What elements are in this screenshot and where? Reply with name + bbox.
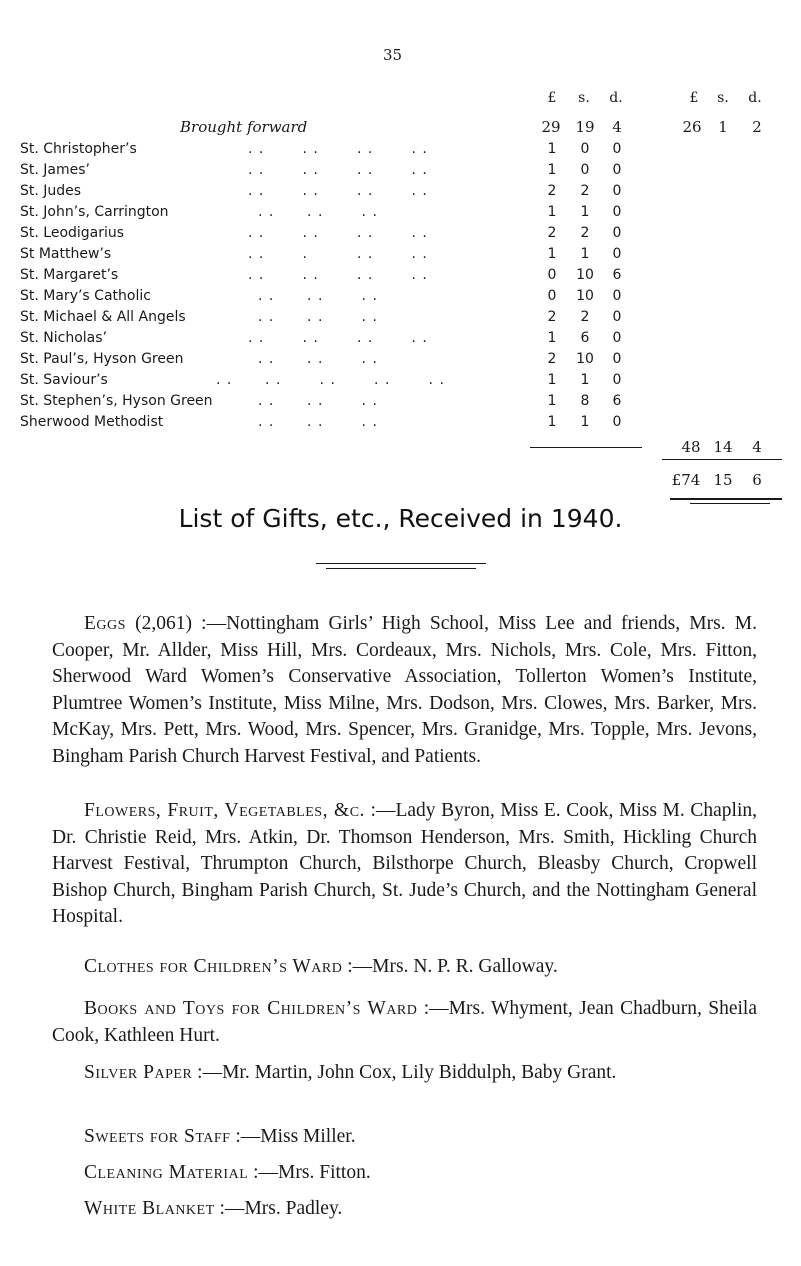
amount-shillings: 10 — [576, 288, 594, 304]
amount-pounds: 2 — [547, 183, 557, 199]
amount-shillings: 1 — [580, 414, 590, 430]
leader-dots: . . . . . . — [258, 351, 378, 367]
amount-pounds: 1 — [547, 246, 557, 262]
church-name: St. Nicholas’ — [20, 330, 107, 346]
amount-pence: 0 — [612, 351, 622, 367]
amount-pence: 6 — [612, 267, 622, 283]
col-pence-header: d. — [609, 90, 623, 106]
amount-shillings: 2 — [580, 309, 590, 325]
leader-dots: . . . . . . — [258, 309, 378, 325]
subtotal-pounds: 48 — [681, 438, 701, 456]
double-rule-top — [670, 498, 782, 500]
amount-pounds: 2 — [547, 309, 557, 325]
gift-label: Eggs — [84, 613, 126, 634]
amount-pounds: 1 — [547, 372, 557, 388]
church-name: St. Saviour’s — [20, 372, 108, 388]
heading-rule-top — [316, 563, 486, 564]
amount-shillings: 1 — [580, 204, 590, 220]
amount-pence: 0 — [612, 141, 622, 157]
amount-pounds: 1 — [547, 162, 557, 178]
amount-pence: 0 — [612, 162, 622, 178]
gift-donors: :—Mr. Martin, John Cox, Lily Biddulph, Baby Grant. — [192, 1062, 617, 1083]
amount-pence: 0 — [612, 183, 622, 199]
amount-pounds: 1 — [547, 330, 557, 346]
gift-donors: :—Mrs. Whyment, Jean Chadburn, Sheila Cook, Kathleen Hurt. — [52, 998, 757, 1046]
brought-forward-total-pence: 2 — [752, 118, 762, 136]
brought-forward-total-pounds: 26 — [682, 118, 702, 136]
brought-forward-pence: 4 — [612, 118, 622, 136]
col-pence2-header: d. — [748, 90, 762, 106]
leader-dots: . . . . . . . . — [248, 141, 428, 157]
gift-donors: :—Mrs. Fitton. — [248, 1162, 371, 1183]
church-name: Sherwood Methodist — [20, 414, 164, 430]
leader-dots: . . . . . . — [258, 393, 378, 409]
gift-donors: :—Miss Miller. — [230, 1126, 356, 1147]
gift-label: Cleaning Material — [84, 1162, 249, 1183]
amount-pounds: 2 — [547, 351, 557, 367]
gift-donors: :—Mrs. N. P. R. Galloway. — [342, 956, 558, 977]
column-rule — [530, 447, 642, 448]
heading-rule-bottom — [326, 568, 476, 569]
gift-donors: :—Mrs. Padley. — [214, 1198, 343, 1219]
col-shillings-header: s. — [578, 90, 590, 106]
amount-pounds: 1 — [547, 393, 557, 409]
gift-label: Books and Toys for Children’s Ward — [84, 998, 418, 1019]
brought-forward-label: Brought forward — [180, 118, 308, 136]
church-name: St. James’ — [20, 162, 90, 178]
amount-shillings: 0 — [580, 162, 590, 178]
col-pounds-header: £ — [547, 90, 557, 106]
amount-pence: 0 — [612, 225, 622, 241]
leader-dots: . . . . . . . . — [248, 267, 428, 283]
church-name: St. Paul’s, Hyson Green — [20, 351, 184, 367]
subtotal-shillings: 14 — [713, 438, 733, 456]
leader-dots: . . . . . . . . — [248, 225, 428, 241]
gift-donors: (2,061) :—Nottingham Girls’ High School, Miss Lee and friends, Mrs. M. Cooper, Mr. Allder, Miss Hill, Mrs. Cordeaux, Mrs. Nichols, Mrs. Cole, Mrs. Fitton, Sherwood Ward Women’s Conservative Association, Tollerton Women’s Institute, Plumtree Women’s Institute, Miss Milne, Mrs. Dodson, Mrs. Clowes, Mrs. Barker, Mrs. McKay, Mrs. Pett, Mrs. Wood, Mrs. Spencer, Mrs. Granidge, Mrs. Topple, Mrs. Jevons, Bingham Parish Church Harvest Festival, and Patients. — [52, 613, 757, 767]
church-name: St. Michael & All Angels — [20, 309, 186, 325]
church-name: St. Stephen’s, Hyson Green — [20, 393, 213, 409]
church-name: St. Mary’s Catholic — [20, 288, 151, 304]
church-name: St. Leodigarius — [20, 225, 125, 241]
leader-dots: . . . . . . — [258, 414, 378, 430]
church-name: St. John’s, Carrington — [20, 204, 169, 220]
gift-blanket — [52, 1196, 757, 1223]
col-pounds2-header: £ — [689, 90, 699, 106]
leader-dots: . . . . . . . . — [248, 162, 428, 178]
amount-shillings: 2 — [580, 183, 590, 199]
amount-shillings: 2 — [580, 225, 590, 241]
gift-clothes — [52, 954, 757, 981]
leader-dots: . . . . . . . . — [248, 183, 428, 199]
amount-shillings: 0 — [580, 141, 590, 157]
amount-shillings: 1 — [580, 246, 590, 262]
leader-dots: . . . . . . — [258, 288, 378, 304]
grand-total-pence: 6 — [752, 471, 762, 489]
amount-pounds: 1 — [547, 141, 557, 157]
amount-pence: 6 — [612, 393, 622, 409]
leader-dots: . . . . . . . . — [248, 330, 428, 346]
brought-forward-total-shillings: 1 — [718, 118, 728, 136]
gift-cleaning — [52, 1160, 757, 1187]
page-heading: List of Gifts, etc., Received in 1940. — [178, 504, 623, 533]
page-number: 35 — [383, 46, 403, 64]
amount-pence: 0 — [612, 246, 622, 262]
amount-pounds: 1 — [547, 414, 557, 430]
amount-pounds: 0 — [547, 267, 557, 283]
amount-shillings: 10 — [576, 267, 594, 283]
amount-shillings: 1 — [580, 372, 590, 388]
gift-label: Silver Paper — [84, 1062, 193, 1083]
church-name: St. Christopher’s — [20, 141, 137, 157]
grand-total-pounds: £74 — [671, 471, 701, 489]
church-name: St Matthew’s — [20, 246, 112, 262]
gift-donors: :—Lady Byron, Miss E. Cook, Miss M. Chaplin, Dr. Christie Reid, Mrs. Atkin, Dr. Thomson Henderson, Mrs. Smith, Hickling Church Harvest Festival, Thrumpton Church, Bilsthorpe Church, Bleasby Church, Cropwell Bishop Church, Bingham Parish Church, St. Jude’s Church, and the Nottingham General Hospital. — [52, 800, 757, 927]
grand-total-shillings: 15 — [713, 471, 733, 489]
leader-dots: . . . . . . . — [248, 246, 428, 262]
amount-pounds: 0 — [547, 288, 557, 304]
amount-pounds: 2 — [547, 225, 557, 241]
amount-pence: 0 — [612, 414, 622, 430]
gift-sweets — [52, 1124, 757, 1151]
amount-pounds: 1 — [547, 204, 557, 220]
amount-shillings: 6 — [580, 330, 590, 346]
church-name: St. Margaret’s — [20, 267, 119, 283]
subtotal-pence: 4 — [752, 438, 762, 456]
church-name: St. Judes — [20, 183, 82, 199]
col-shillings2-header: s. — [717, 90, 729, 106]
brought-forward-shillings: 19 — [575, 118, 595, 136]
amount-pence: 0 — [612, 288, 622, 304]
leader-dots: . . . . . . — [258, 204, 378, 220]
total-rule — [662, 459, 782, 460]
gift-silver-paper — [52, 1060, 757, 1087]
brought-forward-pounds: 29 — [541, 118, 561, 136]
amount-pence: 0 — [612, 372, 622, 388]
gift-label: Flowers, Fruit, Vegetables, &c. — [84, 800, 365, 821]
gift-label: Sweets for Staff — [84, 1126, 231, 1147]
amount-pence: 0 — [612, 204, 622, 220]
gift-flowers — [52, 798, 757, 931]
amount-pence: 0 — [612, 330, 622, 346]
gift-eggs — [52, 611, 757, 770]
amount-shillings: 10 — [576, 351, 594, 367]
gift-label: White Blanket — [84, 1198, 215, 1219]
leader-dots: . . . . . . . . . . — [216, 372, 445, 388]
gift-books-toys — [52, 996, 757, 1049]
amount-shillings: 8 — [580, 393, 590, 409]
gift-label: Clothes for Children’s Ward — [84, 956, 343, 977]
amount-pence: 0 — [612, 309, 622, 325]
